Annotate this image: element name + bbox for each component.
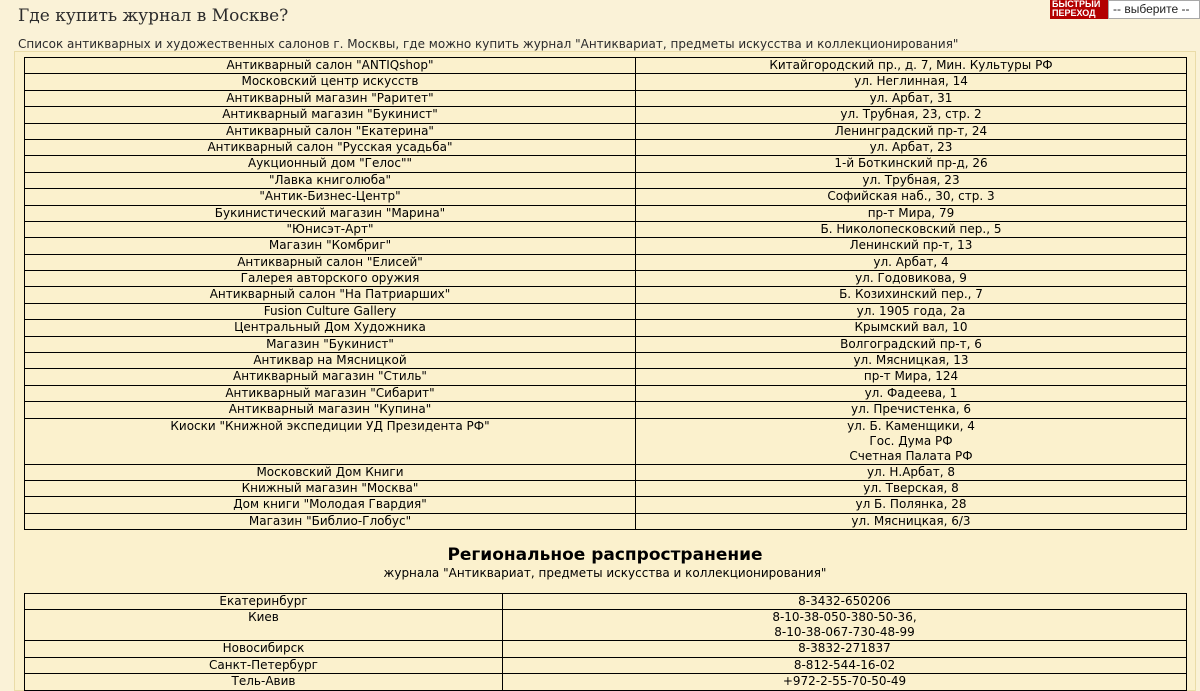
salon-address-cell bbox=[636, 369, 1187, 385]
salon-name: Антикварный салон "Екатерина" bbox=[25, 123, 636, 139]
salon-address-line: Волгоградский пр-т, 6 bbox=[840, 336, 982, 351]
salon-address-cell bbox=[636, 189, 1187, 205]
salon-name: Антикварный салон "ANTIQshop" bbox=[25, 58, 636, 74]
salon-name: Антикварный магазин "Купина" bbox=[25, 402, 636, 418]
quick-nav-label-line: БЫСТРЫЙ bbox=[1052, 0, 1101, 9]
salon-row bbox=[25, 123, 1187, 139]
salon-address-line: ул. Мясницкая, 6/3 bbox=[851, 513, 971, 528]
region-row bbox=[25, 610, 1187, 641]
salon-address-cell bbox=[636, 353, 1187, 369]
salon-row bbox=[25, 172, 1187, 188]
salon-address-line: Ленинградский пр-т, 24 bbox=[834, 123, 988, 138]
quick-nav-select[interactable]: -- выберите -- bbox=[1108, 0, 1200, 19]
region-phone-line: +972-2-55-70-50-49 bbox=[782, 674, 907, 689]
salon-address-cell bbox=[636, 221, 1187, 237]
salon-address-cell bbox=[636, 172, 1187, 188]
salon-name: Букинистический магазин "Марина" bbox=[25, 205, 636, 221]
salon-address-cell bbox=[636, 58, 1187, 74]
salon-row bbox=[25, 271, 1187, 287]
region-row bbox=[25, 674, 1187, 690]
salon-row bbox=[25, 336, 1187, 352]
salon-address-cell bbox=[636, 139, 1187, 155]
salon-address-cell bbox=[636, 238, 1187, 254]
salon-name: Магазин "Комбриг" bbox=[25, 238, 636, 254]
salon-row bbox=[25, 238, 1187, 254]
salon-address-line: Софийская наб., 30, стр. 3 bbox=[827, 189, 995, 204]
salon-address-cell bbox=[636, 497, 1187, 513]
salon-name: Галерея авторского оружия bbox=[25, 271, 636, 287]
salon-address-line: ул. Неглинная, 14 bbox=[854, 74, 968, 89]
salon-name: Московский центр искусств bbox=[25, 74, 636, 90]
region-phone-line: 8-10-38-067-730-48-99 bbox=[774, 625, 915, 640]
salon-address-cell bbox=[636, 271, 1187, 287]
salon-address-line: ул. Трубная, 23, стр. 2 bbox=[840, 107, 982, 122]
salon-name: Антикварный магазин "Раритет" bbox=[25, 90, 636, 106]
salons-table bbox=[24, 57, 1187, 530]
salon-address-line: пр-т Мира, 79 bbox=[867, 205, 955, 220]
salon-row bbox=[25, 90, 1187, 106]
salon-row bbox=[25, 513, 1187, 529]
region-city: Киев bbox=[25, 610, 503, 641]
salon-address-line: ул. Арбат, 23 bbox=[869, 139, 953, 154]
salon-name: Антикварный салон "Русская усадьба" bbox=[25, 139, 636, 155]
salon-row bbox=[25, 58, 1187, 74]
salon-address-line: Китайгородский пр., д. 7, Мин. Культуры РФ bbox=[769, 58, 1053, 72]
salon-name: "Лавка книголюба" bbox=[25, 172, 636, 188]
salon-row bbox=[25, 402, 1187, 418]
salon-address-line: ул. Б. Каменщики, 4 bbox=[847, 418, 975, 433]
quick-nav-label-line: ПЕРЕХОД bbox=[1052, 8, 1096, 18]
region-city: Екатеринбург bbox=[25, 594, 503, 610]
salon-row bbox=[25, 221, 1187, 237]
salon-row bbox=[25, 497, 1187, 513]
salon-address-cell bbox=[636, 336, 1187, 352]
salon-address-cell bbox=[636, 402, 1187, 418]
region-phone-line: 8-10-38-050-380-50-36, bbox=[772, 610, 917, 625]
page-subtitle: Список антикварных и художественных салонов г. Москвы, где можно купить журнал "Антиквариат, предметы искусства и коллекционирования" bbox=[18, 37, 959, 51]
regional-title: Региональное распространение bbox=[447, 545, 763, 565]
regional-subtitle: журнала "Антиквариат, предметы искусства и коллекционирования" bbox=[383, 566, 827, 580]
region-phone-cell bbox=[503, 674, 1187, 690]
region-city: Санкт-Петербург bbox=[25, 657, 503, 673]
salon-name: "Юнисэт-Арт" bbox=[25, 221, 636, 237]
salon-address-cell bbox=[636, 418, 1187, 464]
salon-name: Магазин "Библио-Глобус" bbox=[25, 513, 636, 529]
salon-name: "Антик-Бизнес-Центр" bbox=[25, 189, 636, 205]
salon-address-line: ул. Годовикова, 9 bbox=[855, 271, 967, 286]
salon-address-line: Б. Козихинский пер., 7 bbox=[839, 287, 983, 302]
salon-name: Антикварный салон "Елисей" bbox=[25, 254, 636, 270]
region-phone-cell bbox=[503, 657, 1187, 673]
region-row bbox=[25, 657, 1187, 673]
region-phone-line: 8-3432-650206 bbox=[798, 594, 891, 608]
salon-row bbox=[25, 464, 1187, 480]
salon-address-line: ул. 1905 года, 2а bbox=[856, 303, 966, 318]
salon-name: Антикварный магазин "Букинист" bbox=[25, 107, 636, 123]
salon-name: Антиквар на Мясницкой bbox=[25, 353, 636, 369]
salon-address-cell bbox=[636, 205, 1187, 221]
salon-row bbox=[25, 205, 1187, 221]
salon-row bbox=[25, 189, 1187, 205]
salon-address-cell bbox=[636, 303, 1187, 319]
salon-address-cell bbox=[636, 156, 1187, 172]
salon-row bbox=[25, 480, 1187, 496]
salon-address-cell bbox=[636, 90, 1187, 106]
salon-address-line: Б. Николопесковский пер., 5 bbox=[820, 221, 1002, 236]
salon-address-line: Гос. Дума РФ bbox=[869, 433, 953, 448]
salon-name: Fusion Culture Gallery bbox=[25, 303, 636, 319]
salon-address-cell bbox=[636, 320, 1187, 336]
salon-address-line: ул. Мясницкая, 13 bbox=[853, 353, 969, 368]
salon-address-line: ул. Тверская, 8 bbox=[863, 480, 959, 495]
salon-row bbox=[25, 287, 1187, 303]
region-city: Тель-Авив bbox=[25, 674, 503, 690]
salon-row bbox=[25, 107, 1187, 123]
salon-row bbox=[25, 369, 1187, 385]
region-phone-line: 8-3832-271837 bbox=[798, 641, 891, 656]
salon-name: Книжный магазин "Москва" bbox=[25, 480, 636, 496]
salon-name: Магазин "Букинист" bbox=[25, 336, 636, 352]
salon-row bbox=[25, 254, 1187, 270]
salon-address-cell bbox=[636, 480, 1187, 496]
salon-address-cell bbox=[636, 287, 1187, 303]
quick-nav-label bbox=[1050, 0, 1108, 19]
region-row bbox=[25, 641, 1187, 657]
page-title: Где купить журнал в Москве? bbox=[18, 6, 289, 26]
region-row bbox=[25, 594, 1187, 610]
salon-address-cell bbox=[636, 254, 1187, 270]
salon-address-line: Счетная Палата РФ bbox=[849, 448, 973, 463]
salon-address-line: ул. Пречистенка, 6 bbox=[851, 402, 971, 417]
salon-row bbox=[25, 303, 1187, 319]
salon-address-line: ул. Арбат, 4 bbox=[873, 254, 949, 269]
salon-name: Дом книги "Молодая Гвардия" bbox=[25, 497, 636, 513]
content-panel bbox=[14, 51, 1196, 691]
salon-name: Аукционный дом "Гелос"" bbox=[25, 156, 636, 172]
salon-address-line: ул Б. Полянка, 28 bbox=[855, 497, 967, 512]
salon-address-line: ул. Арбат, 31 bbox=[869, 90, 953, 105]
salon-name: Антикварный магазин "Стиль" bbox=[25, 369, 636, 385]
salon-row bbox=[25, 418, 1187, 464]
salon-address-line: ул. Н.Арбат, 8 bbox=[866, 464, 956, 479]
salon-row bbox=[25, 353, 1187, 369]
salon-address-cell bbox=[636, 74, 1187, 90]
salon-name: Центральный Дом Художника bbox=[25, 320, 636, 336]
salon-name: Антикварный салон "На Патриарших" bbox=[25, 287, 636, 303]
salon-address-line: ул. Трубная, 23 bbox=[862, 172, 960, 187]
region-city: Новосибирск bbox=[25, 641, 503, 657]
salon-address-line: ул. Фадеева, 1 bbox=[864, 385, 958, 400]
salon-address-cell bbox=[636, 107, 1187, 123]
region-phone-cell bbox=[503, 594, 1187, 610]
salon-address-line: пр-т Мира, 124 bbox=[863, 369, 959, 384]
quick-nav bbox=[1050, 0, 1200, 19]
salon-name: Антикварный магазин "Сибарит" bbox=[25, 385, 636, 401]
region-phone-cell bbox=[503, 641, 1187, 657]
salon-address-line: Крымский вал, 10 bbox=[854, 320, 968, 335]
salon-address-cell bbox=[636, 464, 1187, 480]
salon-row bbox=[25, 74, 1187, 90]
salon-row bbox=[25, 139, 1187, 155]
region-phone-line: 8-812-544-16-02 bbox=[793, 657, 896, 672]
region-phone-cell bbox=[503, 610, 1187, 641]
salon-address-cell bbox=[636, 513, 1187, 529]
salon-address-cell bbox=[636, 123, 1187, 139]
salon-row bbox=[25, 320, 1187, 336]
salon-name: Московский Дом Книги bbox=[25, 464, 636, 480]
regional-table bbox=[24, 593, 1187, 691]
salon-row bbox=[25, 385, 1187, 401]
salon-row bbox=[25, 156, 1187, 172]
salon-name: Киоски "Книжной экспедиции УД Президента РФ" bbox=[25, 418, 636, 464]
salon-address-line: 1-й Боткинский пр-д, 26 bbox=[834, 156, 988, 171]
salon-address-line: Ленинский пр-т, 13 bbox=[849, 238, 973, 253]
salon-address-cell bbox=[636, 385, 1187, 401]
